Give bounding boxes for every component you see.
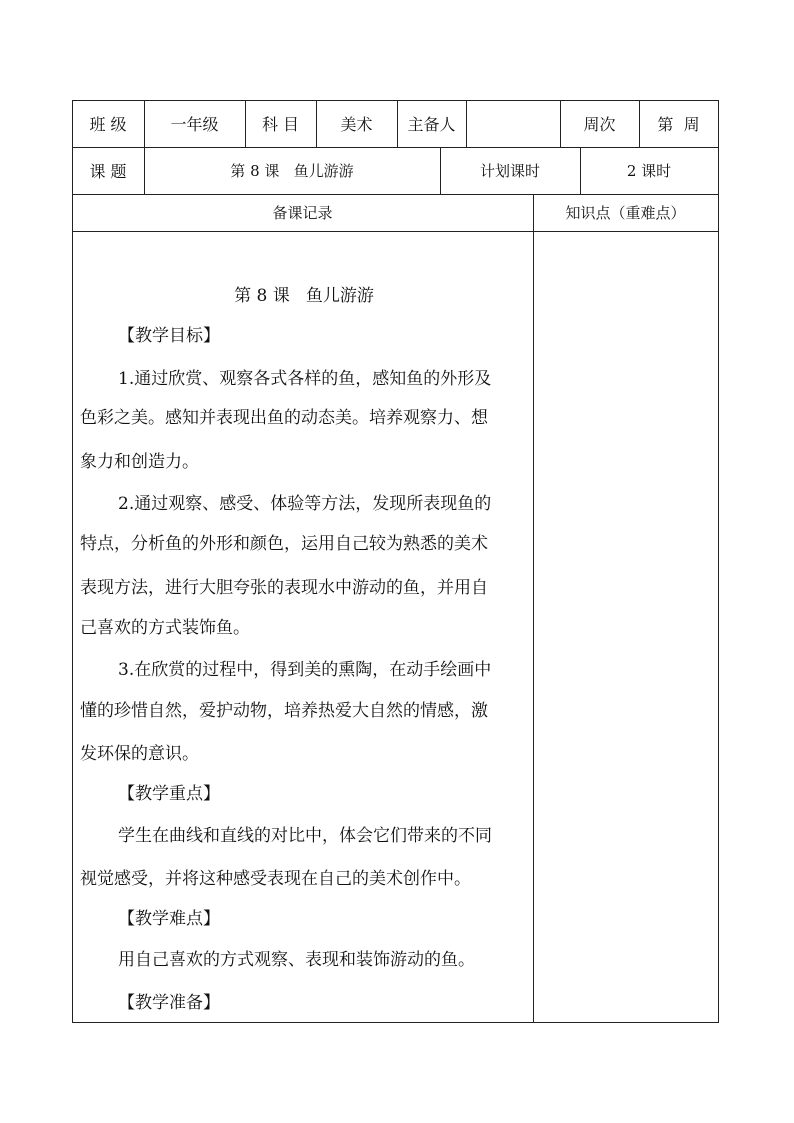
difficulty-heading: 【教学难点】 xyxy=(118,909,220,929)
key-line2: 视觉感受，并将这种感受表现在自己的美术创作中。 xyxy=(80,869,471,889)
preparer-value xyxy=(466,100,560,147)
goal2-line2: 特点，分析鱼的外形和颜色，运用自己较为熟悉的美术 xyxy=(80,534,488,554)
goal2-line4: 己喜欢的方式装饰鱼。 xyxy=(80,618,250,638)
goal1-line3: 象力和创造力。 xyxy=(80,452,199,472)
plan-hours-label: 计划课时 xyxy=(479,162,540,180)
class-label: 班 级 xyxy=(89,115,127,134)
lesson-title: 第 8 课 鱼儿游游 xyxy=(234,286,374,306)
table-border-left xyxy=(72,100,73,1023)
key-line1: 学生在曲线和直线的对比中，体会它们带来的不同 xyxy=(118,826,492,846)
record-column-header: 备课记录 xyxy=(272,204,333,222)
week-value: 第 周 xyxy=(657,115,700,134)
key-heading: 【教学重点】 xyxy=(118,784,220,804)
class-value: 一年级 xyxy=(170,115,219,134)
table-border-right xyxy=(718,100,719,1023)
difficulty-line1: 用自己喜欢的方式观察、表现和装饰游动的鱼。 xyxy=(118,950,475,970)
record-knowledge-divider xyxy=(533,194,534,1023)
week-label: 周次 xyxy=(583,115,616,134)
goal3-line3: 发环保的意识。 xyxy=(80,744,199,764)
preparer-label: 主备人 xyxy=(407,115,456,134)
table-rule-3 xyxy=(72,231,719,232)
goal-heading: 【教学目标】 xyxy=(118,326,220,346)
goal2-line1: 2.通过观察、感受、体验等方法，发现所表现鱼的 xyxy=(118,494,492,514)
goal1-line2: 色彩之美。感知并表现出鱼的动态美。培养观察力、想 xyxy=(80,408,488,428)
goal3-line1: 3.在欣赏的过程中，得到美的熏陶，在动手绘画中 xyxy=(118,660,492,680)
plan-hours-value: 2 课时 xyxy=(626,162,672,180)
table-border-bottom xyxy=(72,1022,719,1023)
subject-value: 美术 xyxy=(340,115,373,134)
knowledge-column-header: 知识点（重难点） xyxy=(565,204,686,222)
subject-label: 科 目 xyxy=(261,115,300,134)
prep-heading: 【教学准备】 xyxy=(118,993,220,1013)
goal1-line1: 1.通过欣赏、观察各式各样的鱼，感知鱼的外形及 xyxy=(118,369,492,389)
goal2-line3: 表现方法，进行大胆夸张的表现水中游动的鱼，并用自 xyxy=(80,578,488,598)
topic-label: 课 题 xyxy=(89,162,127,181)
goal3-line2: 懂的珍惜自然，爱护动物，培养热爱大自然的情感，激 xyxy=(80,701,488,721)
topic-value: 第 8 课 鱼儿游游 xyxy=(230,162,354,180)
